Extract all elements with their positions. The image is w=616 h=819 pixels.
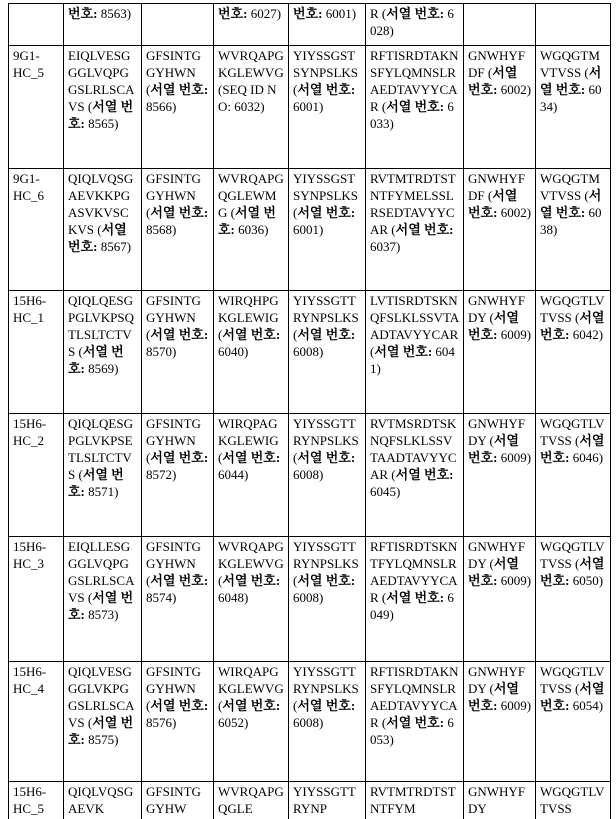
sequence-cell: RVTMTRDTSTNTFYMELSSLRSEDTAVYYCAR (서열 번호: 6037) xyxy=(366,169,464,291)
sequence-cell: RFTISRDTAKNSFYLQMNSLRAEDTAVYYCAR (서열 번호: 6053) xyxy=(366,662,464,782)
sequence-table xyxy=(8,3,611,819)
sequence-cell: GFSINTGGYHWN (서열 번호: 8568) xyxy=(142,169,214,291)
sequence-cell: YIYSSGTTRYNPSLKS (서열 번호: 6008) xyxy=(289,291,366,414)
sequence-cell: EIQLLESGGGLVQPGGSLRLSCAVS (서열 번호: 8573) xyxy=(64,537,142,662)
row-label-cell: 15H6-HC_2 xyxy=(9,414,64,537)
row-label-cell: 9G1-HC_5 xyxy=(9,46,64,169)
row-label-cell: 9G1-HC_6 xyxy=(9,169,64,291)
table-row xyxy=(9,537,611,662)
table-row xyxy=(9,4,611,46)
table-row xyxy=(9,414,611,537)
sequence-cell: QIQLVQSGAEVK xyxy=(64,782,142,819)
sequence-cell: WGQGTLVTVSS (서열 번호: 6050) xyxy=(536,537,611,662)
sequence-cell: WVRQAPGKGLEWVG (SEQ ID NO: 6032) xyxy=(214,46,289,169)
sequence-cell: WVRQAPGKGLEWVG (서열 번호: 6048) xyxy=(214,537,289,662)
sequence-cell: RFTISRDTAKNSFYLQMNSLRAEDTAVYYCAR (서열 번호: 6033) xyxy=(366,46,464,169)
sequence-table-body xyxy=(9,4,611,819)
sequence-cell: GFSINTGGYHWN (서열 번호: 8574) xyxy=(142,537,214,662)
sequence-cell: YIYSSGSTSYNPSLKS (서열 번호: 6001) xyxy=(289,46,366,169)
sequence-cell: GNWHYFDY xyxy=(464,782,536,819)
sequence-cell xyxy=(142,4,214,46)
sequence-cell: WGQGTLVTVSS xyxy=(536,782,611,819)
sequence-cell: RFTISRDTSKNTFYLQMNSLRAEDTAVYYCAR (서열 번호: 6049) xyxy=(366,537,464,662)
sequence-cell: GFSINTGGYHW xyxy=(142,782,214,819)
sequence-cell: GNWHYFDY (서열 번호: 6009) xyxy=(464,291,536,414)
sequence-cell: WIRQPAGKGLEWIG (서열 번호: 6044) xyxy=(214,414,289,537)
sequence-cell: RVTMTRDTSTNTFYM xyxy=(366,782,464,819)
sequence-cell: YIYSSGSTSYNPSLKS (서열 번호: 6001) xyxy=(289,169,366,291)
row-label-cell: 15H6-HC_4 xyxy=(9,662,64,782)
sequence-cell xyxy=(464,4,536,46)
sequence-cell: GFSINTGGYHWN (서열 번호: 8566) xyxy=(142,46,214,169)
sequence-cell: WGQGTMVTVSS (서열 번호: 6038) xyxy=(536,169,611,291)
table-row xyxy=(9,291,611,414)
sequence-cell: GFSINTGGYHWN (서열 번호: 8570) xyxy=(142,291,214,414)
sequence-cell: QIQLQESGPGLVKPSQTLSLTCTVS (서열 번호: 8569) xyxy=(64,291,142,414)
table-row xyxy=(9,782,611,819)
sequence-cell: RVTMSRDTSKNQFSLKLSSVTAADTAVYYCAR (서열 번호: 6045) xyxy=(366,414,464,537)
sequence-cell: WIRQAPGKGLEWVG (서열 번호: 6052) xyxy=(214,662,289,782)
sequence-cell: WGQGTLVTVSS (서열 번호: 6042) xyxy=(536,291,611,414)
row-label-cell: 15H6-HC_1 xyxy=(9,291,64,414)
table-row xyxy=(9,662,611,782)
sequence-cell: YIYSSGTTRYNPSLKS (서열 번호: 6008) xyxy=(289,537,366,662)
row-label-cell: 15H6-HC_5 xyxy=(9,782,64,819)
sequence-cell: YIYSSGTTRYNPSLKS (서열 번호: 6008) xyxy=(289,414,366,537)
sequence-cell: GNWHYFDY (서열 번호: 6009) xyxy=(464,537,536,662)
sequence-cell: YIYSSGTTRYNP xyxy=(289,782,366,819)
sequence-cell: 번호: 6027) xyxy=(214,4,289,46)
sequence-cell: LVTISRDTSKNQFSLKLSSVTAADTAVYYCAR (서열 번호: 6041) xyxy=(366,291,464,414)
sequence-cell: WVRQAPGQGLE xyxy=(214,782,289,819)
sequence-cell: WGQGTLVTVSS (서열 번호: 6054) xyxy=(536,662,611,782)
sequence-cell: YIYSSGTTRYNPSLKS (서열 번호: 6008) xyxy=(289,662,366,782)
sequence-cell: GFSINTGGYHWN (서열 번호: 8572) xyxy=(142,414,214,537)
sequence-cell: GNWHYFDY (서열 번호: 6009) xyxy=(464,662,536,782)
sequence-cell: WVRQAPGQGLEWMG (서열 번호: 6036) xyxy=(214,169,289,291)
sequence-cell: 번호: 8563) xyxy=(64,4,142,46)
sequence-cell: WGQGTLVTVSS (서열 번호: 6046) xyxy=(536,414,611,537)
sequence-cell xyxy=(536,4,611,46)
sequence-cell: QIQLQESGPGLVKPSETLSLTCTVS (서열 번호: 8571) xyxy=(64,414,142,537)
sequence-cell: WGQGTMVTVSS (서열 번호: 6034) xyxy=(536,46,611,169)
sequence-cell: 번호: 6001) xyxy=(289,4,366,46)
sequence-cell: R (서열 번호: 6028) xyxy=(366,4,464,46)
table-row xyxy=(9,169,611,291)
row-label-cell: 15H6-HC_3 xyxy=(9,537,64,662)
sequence-cell: GFSINTGGYHWN (서열 번호: 8576) xyxy=(142,662,214,782)
sequence-cell: GNWHYFDF (서열 번호: 6002) xyxy=(464,169,536,291)
sequence-cell: WIRQHPGKGLEWIG (서열 번호: 6040) xyxy=(214,291,289,414)
sequence-cell: QIQLVESGGGLVKPGGSLRLSCAVS (서열 번호: 8575) xyxy=(64,662,142,782)
row-label-cell xyxy=(9,4,64,46)
sequence-cell: QIQLVQSGAEVKKPGASVKVSCKVS (서열 번호: 8567) xyxy=(64,169,142,291)
sequence-cell: GNWHYFDY (서열 번호: 6009) xyxy=(464,414,536,537)
sequence-cell: EIQLVESGGGLVQPGGSLRLSCAVS (서열 번호: 8565) xyxy=(64,46,142,169)
table-row xyxy=(9,46,611,169)
sequence-cell: GNWHYFDF (서열 번호: 6002) xyxy=(464,46,536,169)
